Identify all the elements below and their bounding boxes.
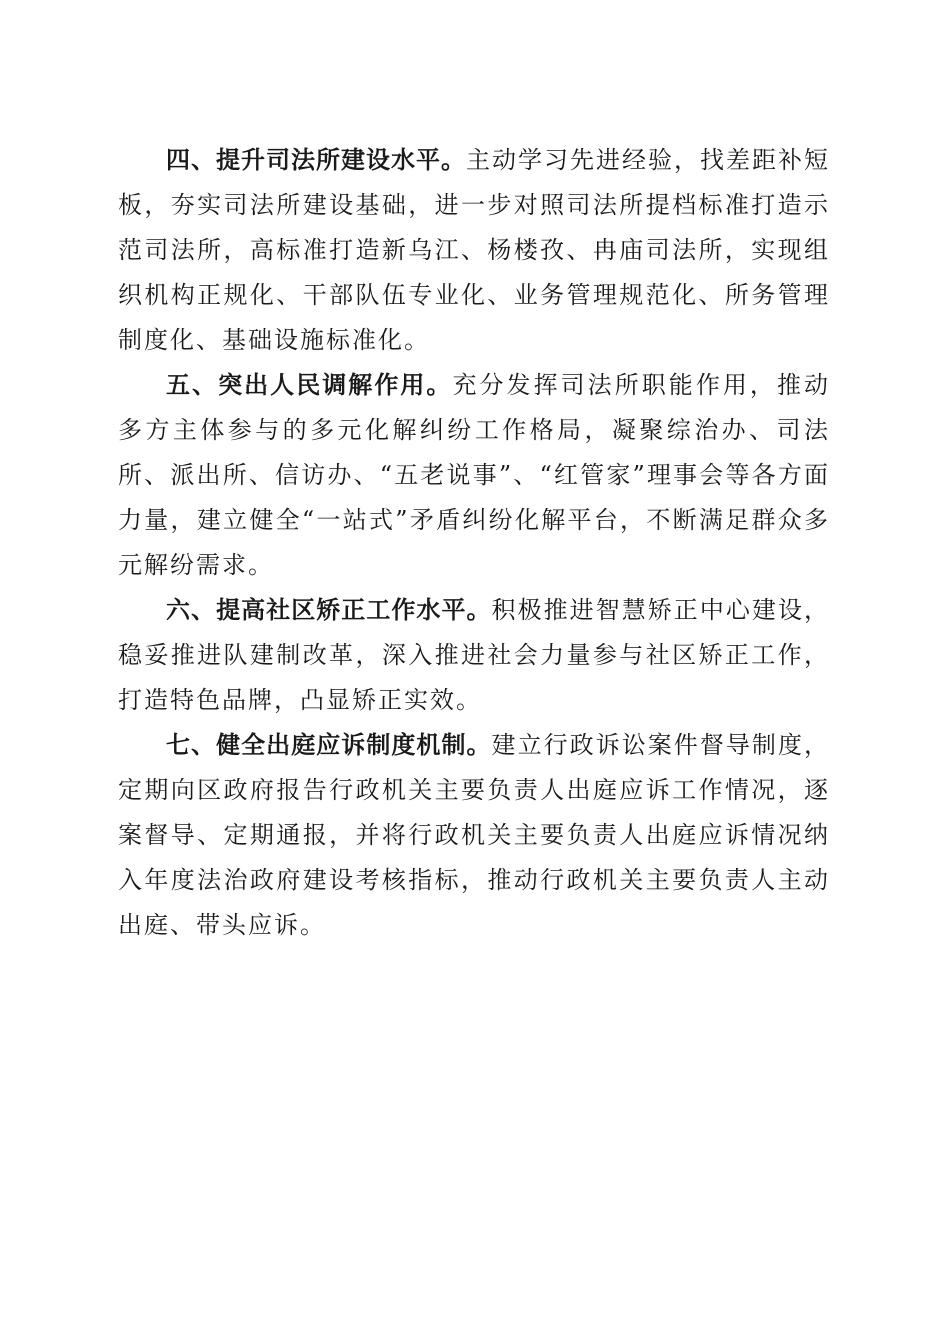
section-heading: 五、突出人民调解作用。 [166, 371, 453, 399]
section-heading: 四、提升司法所建设水平。 [166, 146, 466, 174]
paragraph-mediation [118, 363, 830, 588]
section-text: 建立行政诉讼案件督导制度，定期向区政府报告行政机关主要负责人出庭应诉工作情况，逐案督导、定期通报，并将行政机关主要负责人出庭应诉情况纳入年度法治政府建设考核指标，推动行政机关主要负责人主动出庭、带头应诉。 [118, 731, 831, 939]
section-text: 充分发挥司法所职能作用，推动多方主体参与的多元化解纠纷工作格局，凝聚综治办、司法所、派出所、信访办、“五老说事”、“红管家”理事会等各方面力量，建立健全“一站式”矛盾纠纷化解平台，不断满足群众多元解纷需求。 [118, 371, 831, 579]
section-heading: 七、健全出庭应诉制度机制。 [166, 731, 492, 759]
section-heading: 六、提高社区矫正工作水平。 [166, 596, 492, 624]
document-body [118, 138, 830, 948]
paragraph-judicial-office [118, 138, 830, 363]
paragraph-community-correction [118, 588, 830, 723]
section-text: 主动学习先进经验，找差距补短板，夯实司法所建设基础，进一步对照司法所提档标准打造示范司法所，高标准打造新乌江、杨楼孜、冉庙司法所，实现组织机构正规化、干部队伍专业化、业务管理规范化、所务管理制度化、基础设施标准化。 [118, 146, 830, 354]
section-text: 积极推进智慧矫正中心建设，稳妥推进队建制改革，深入推进社会力量参与社区矫正工作，打造特色品牌，凸显矫正实效。 [118, 596, 831, 714]
paragraph-court-appearance [118, 723, 830, 948]
